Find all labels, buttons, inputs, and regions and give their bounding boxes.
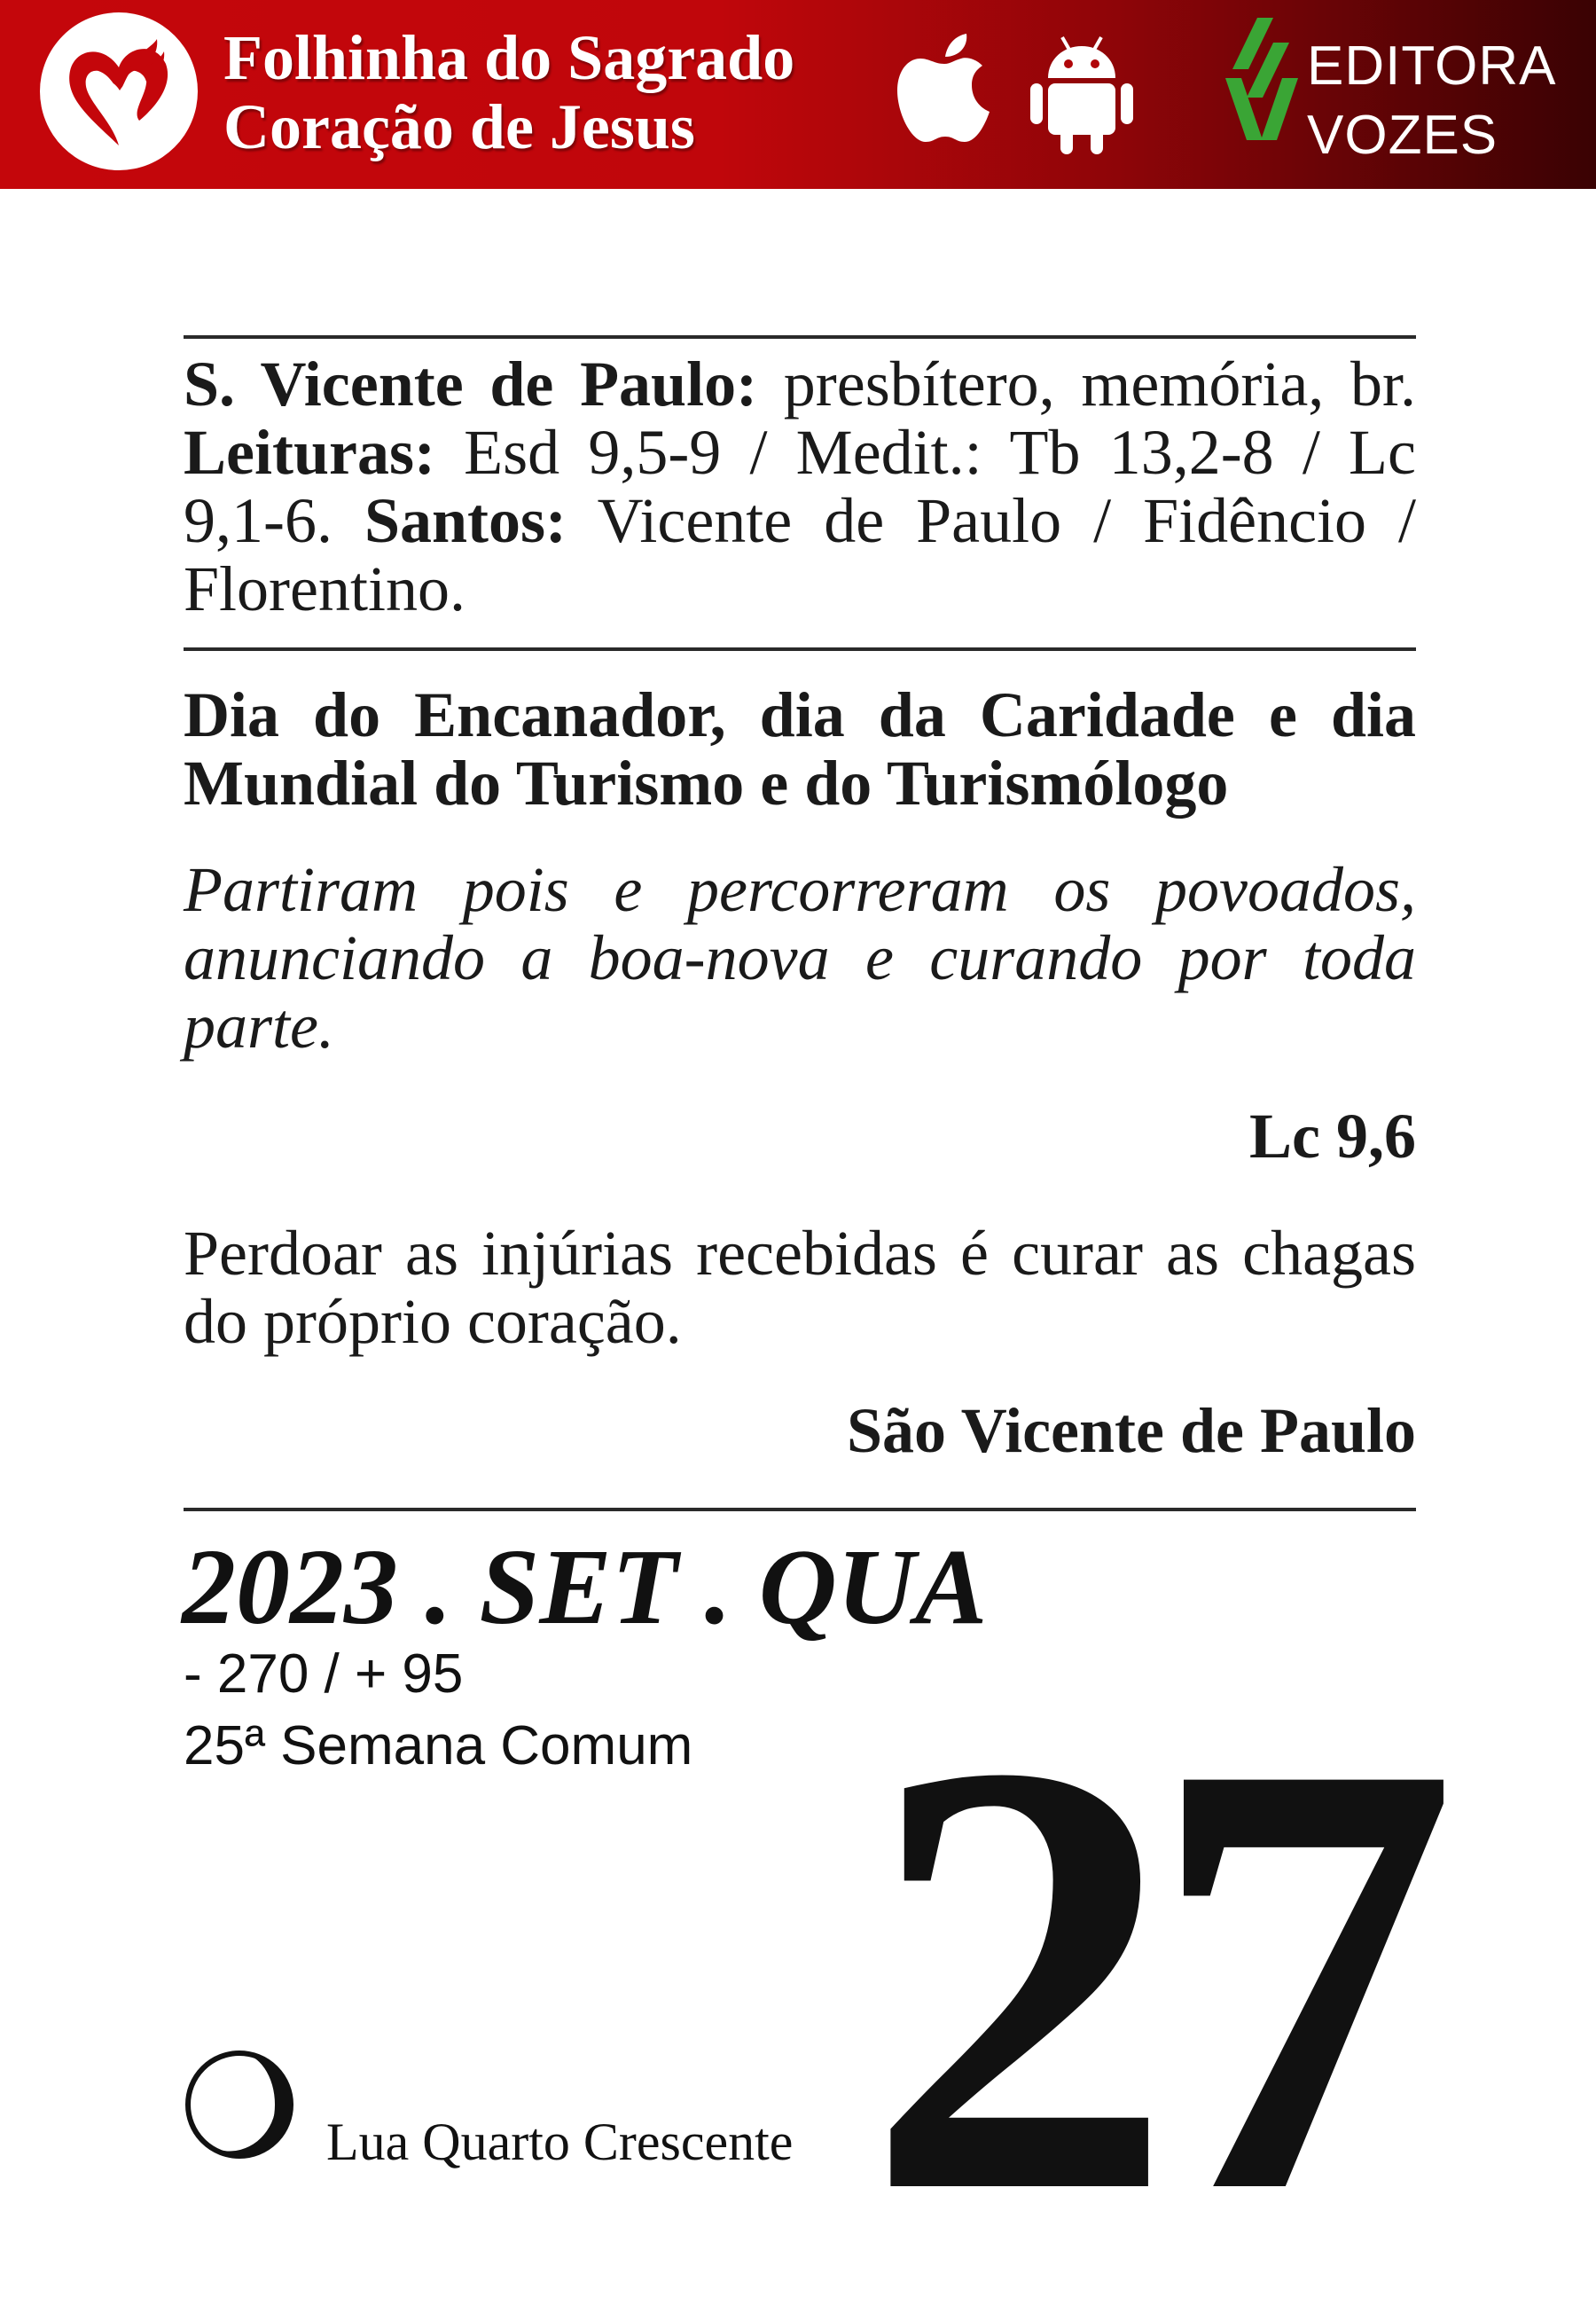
liturgical-week: 25ª Semana Comum	[184, 1715, 693, 1776]
saint-desc: presbítero, memória, br.	[757, 349, 1416, 420]
daily-thought: Perdoar as injúrias recebidas é curar as chagas do próprio coração.	[184, 1218, 1416, 1357]
sacred-heart-flame-icon[interactable]	[40, 12, 198, 170]
publisher-name	[1307, 32, 1556, 170]
first-quarter-moon-icon	[184, 2049, 295, 2165]
gospel-verse: Partiram pois e percorreram os povoados, anunciando a boa-nova e curando por toda parte.	[184, 854, 1416, 1062]
day-number: 27	[864, 1634, 1432, 2321]
header-banner	[0, 0, 1596, 189]
saints-label: Santos:	[364, 485, 567, 556]
saints-text: Vicente de Paulo / Fidêncio / Florentino.	[184, 485, 1416, 624]
divider-top	[184, 335, 1416, 339]
thought-author: São Vicente de Paulo	[847, 1395, 1416, 1466]
moon-phase-label: Lua Quarto Crescente	[326, 2113, 794, 2171]
observances: Dia do Encanador, dia da Caridade e dia Mundial do Turismo e do Turismólogo	[184, 679, 1416, 819]
divider-bottom	[184, 1508, 1416, 1511]
verse-reference: Lc 9,6	[1249, 1101, 1416, 1172]
commemoration-block	[184, 350, 1416, 623]
editora-vozes-logo-icon[interactable]	[1222, 16, 1302, 153]
android-icon[interactable]	[1029, 32, 1135, 161]
publisher-line1: EDITORA	[1307, 35, 1557, 97]
day-counter: - 270 / + 95	[184, 1643, 464, 1705]
divider-middle	[184, 647, 1416, 651]
app-title	[223, 23, 794, 161]
saint-label: S. Vicente de Paulo:	[184, 349, 758, 420]
date-line: 2023 . SET . QUA	[182, 1527, 988, 1647]
readings-label: Leituras:	[184, 417, 435, 488]
readings-text: Esd 9,5-9 / Medit.: Tb 13,2-8 / Lc 9,1-6.	[184, 417, 1416, 556]
app-title-line1: Folhinha do Sagrado	[223, 22, 795, 93]
apple-icon[interactable]	[896, 32, 993, 152]
app-title-line2: Coração de Jesus	[223, 91, 695, 162]
publisher-line2: VOZES	[1307, 105, 1498, 166]
